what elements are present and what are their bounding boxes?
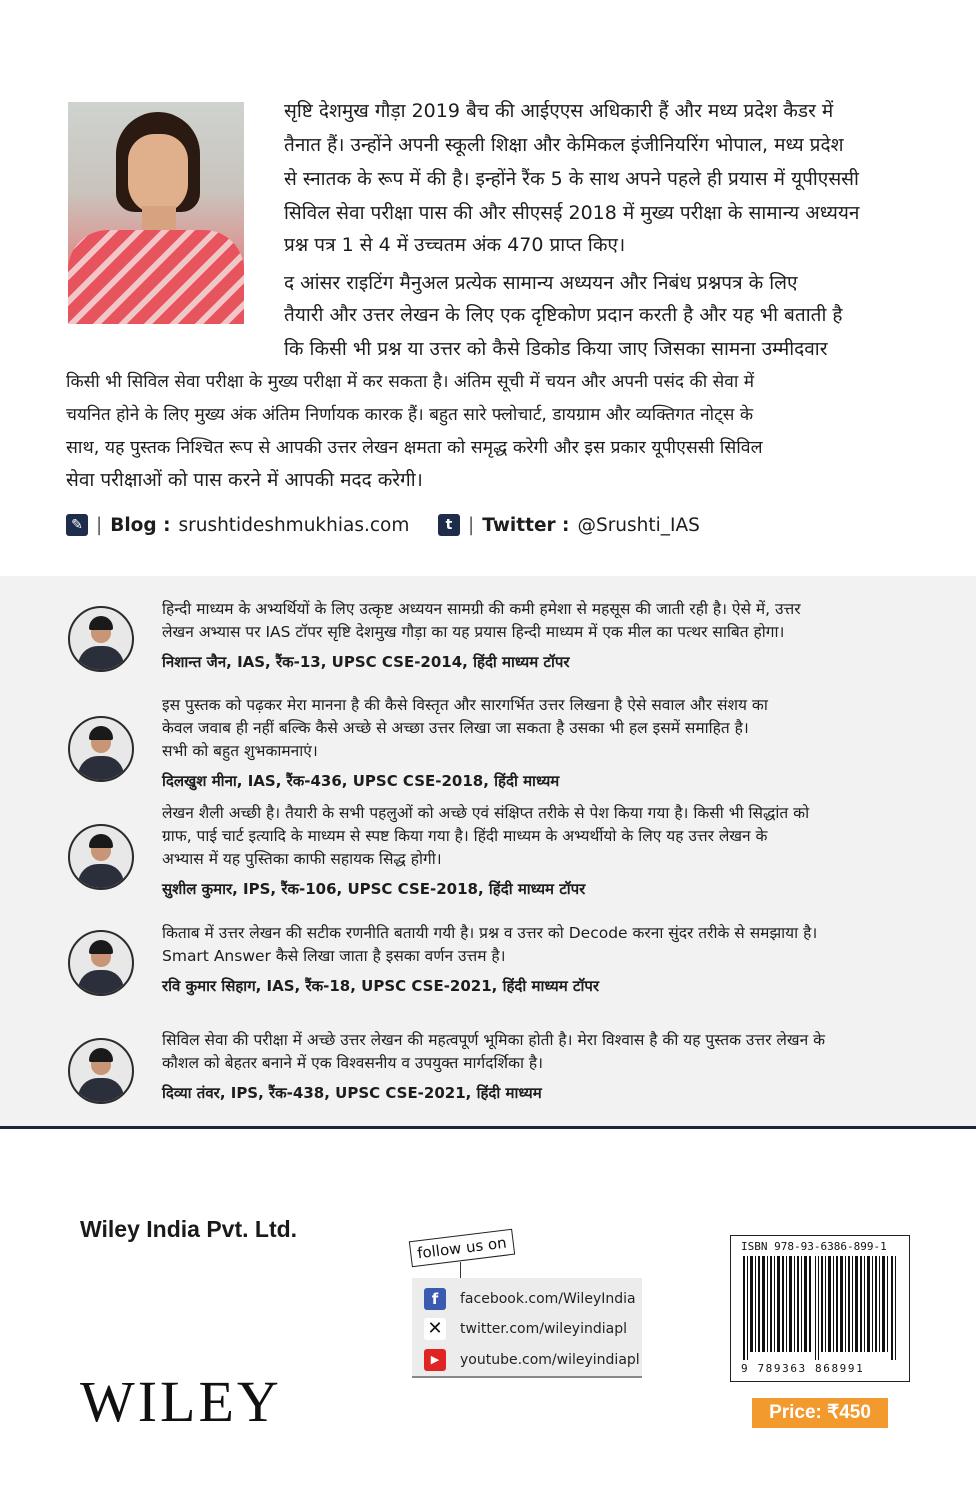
- separator: |: [468, 514, 475, 536]
- youtube-url: youtube.com/wileyindiapl: [460, 1352, 640, 1368]
- x-icon: ✕: [424, 1318, 446, 1340]
- isbn-barcode: [730, 1235, 910, 1382]
- reviewer-name: सुशील कुमार, IPS, रैंक-106, UPSC CSE-2018, हिंदी माध्यम टॉपर: [162, 880, 586, 898]
- price-tag: Price: ₹450: [752, 1398, 888, 1428]
- facebook-url: facebook.com/WileyIndia: [460, 1291, 636, 1307]
- testimonial-text: ग्राफ, पाई चार्ट इत्यादि के माध्यम से स्पष्ट किया गया है। हिंदी माध्यम के अभ्यर्थीयो के लिए यह उत्तर लेखन के: [162, 827, 768, 845]
- testimonial-text: इस पुस्तक को पढ़कर मेरा मानना है की कैसे विस्तृत और सारगर्भित उत्तर लिखना है ऐसे सवाल और संशय का: [162, 696, 768, 714]
- separator: |: [96, 514, 103, 536]
- twitter-handle: @Srushti_IAS: [577, 514, 700, 536]
- body-line: साथ, यह पुस्तक निश्चित रूप से आपकी उत्तर लेखन क्षमता को समृद्ध करेगी और इस प्रकार यूपीएससी सिविल: [66, 438, 763, 458]
- facebook-link[interactable]: [424, 1288, 636, 1310]
- testimonial-text: Smart Answer कैसे लिखा जाता है इसका वर्णन उत्तम है।: [162, 947, 506, 965]
- reviewer-name: दिव्या तंवर, IPS, रैंक-438, UPSC CSE-2021, हिंदी माध्यम: [162, 1084, 542, 1102]
- follow-links: [412, 1278, 642, 1378]
- edit-square-icon: ✎: [66, 514, 88, 536]
- barcode-bars: [741, 1256, 899, 1360]
- body-line: द आंसर राइटिंग मैनुअल प्रत्येक सामान्य अध्ययन और निबंध प्रश्नपत्र के लिए: [284, 272, 798, 294]
- publisher-name: Wiley India Pvt. Ltd.: [80, 1216, 298, 1242]
- testimonial-text: सिविल सेवा की परीक्षा में अच्छे उत्तर लेखन की महत्वपूर्ण भूमिका होती है। मेरा विश्वास है की यह पुस्तक उत्तर लेखन के: [162, 1031, 826, 1049]
- youtube-link[interactable]: [424, 1349, 640, 1371]
- testimonial-text: केवल जवाब ही नहीं बल्कि कैसे अच्छे से अच्छा उत्तर लिखा जा सकता है उसका भी हल इसमें समाहित है।: [162, 719, 749, 737]
- facebook-icon: f: [424, 1288, 446, 1310]
- testimonial-text: कौशल को बेहतर बनाने में एक विश्वसनीय व उपयुक्त मार्गदर्शिका है।: [162, 1054, 544, 1072]
- reviewer-name: दिलखुश मीना, IAS, रैंक-436, UPSC CSE-2018, हिंदी माध्यम: [162, 772, 560, 790]
- reviewer-name: रवि कुमार सिहाग, IAS, रैंक-18, UPSC CSE-2021, हिंदी माध्यम टॉपर: [162, 977, 599, 995]
- author-photo: [68, 102, 244, 324]
- barcode-digits: 9 789363 868991: [741, 1362, 865, 1375]
- bio-line: सिविल सेवा परीक्षा पास की और सीएसई 2018 में मुख्य परीक्षा के सामान्य अध्ययन: [284, 202, 860, 224]
- wiley-logo: WILEY: [80, 1369, 282, 1434]
- twitter-bird-icon: t: [438, 514, 460, 536]
- reviewer-avatar: [68, 930, 134, 996]
- author-section: [0, 0, 976, 575]
- bio-line: प्रश्न पत्र 1 से 4 में उच्चतम अंक 470 प्राप्त किए।: [284, 234, 626, 256]
- body-line: चयनित होने के लिए मुख्य अंक अंतिम निर्णायक कारक हैं। बहुत सारे फ्लोचार्ट, डायग्राम और व्यक्तिगत नोट्स के: [66, 405, 754, 425]
- testimonial-text: किताब में उत्तर लेखन की सटीक रणनीति बतायी गयी है। प्रश्न व उत्तर को Decode करना सुंदर तरीके से समझाया है।: [162, 924, 818, 942]
- testimonial-text: सभी को बहुत शुभकामनाएं।: [162, 742, 318, 760]
- blog-link[interactable]: [66, 514, 409, 536]
- body-line: किसी भी सिविल सेवा परीक्षा के मुख्य परीक्षा में कर सकता है। अंतिम सूची में चयन और अपनी पसंद की सेवा में: [66, 372, 755, 392]
- reviewer-avatar: [68, 606, 134, 672]
- body-line: कि किसी भी प्रश्न या उत्तर को कैसे डिकोड किया जाए जिसका सामना उम्मीदवार: [284, 338, 828, 360]
- testimonial-text: अभ्यास में यह पुस्तिका काफी सहायक सिद्ध होगी।: [162, 850, 442, 868]
- testimonials-section: [0, 576, 976, 1126]
- testimonial-text: लेखन शैली अच्छी है। तैयारी के सभी पहलुओं को अच्छे एवं संक्षिप्त तरीके से पेश किया गया है। किसी भी सिद्धांत को: [162, 804, 810, 822]
- isbn-label: ISBN 978-93-6386-899-1: [741, 1240, 887, 1253]
- blog-label: Blog :: [110, 514, 171, 536]
- youtube-icon: ▶: [424, 1349, 446, 1371]
- bio-line: से स्नातक के रूप में की है। इन्होंने रैंक 5 के साथ अपने पहले ही प्रयास में यूपीएससी: [284, 168, 859, 190]
- twitter-x-link[interactable]: [424, 1318, 627, 1340]
- bio-line: तैनात हैं। उन्होंने अपनी स्कूली शिक्षा और केमिकल इंजीनियरिंग भोपाल, मध्य प्रदेश: [284, 134, 844, 156]
- testimonial-text: हिन्दी माध्यम के अभ्यर्थियों के लिए उत्कृष्ट अध्ययन सामग्री की कमी हमेशा से महसूस की जाती रही है। ऐसे में, उत्तर: [162, 600, 801, 618]
- follow-us-tag: follow us on: [409, 1229, 515, 1267]
- reviewer-avatar: [68, 1038, 134, 1104]
- reviewer-avatar: [68, 716, 134, 782]
- twitter-url: twitter.com/wileyindiapl: [460, 1321, 627, 1337]
- testimonial-text: लेखन अभ्यास पर IAS टॉपर सृष्टि देशमुख गौड़ा का यह प्रयास हिन्दी माध्यम में एक मील का पत्थर साबित होगा।: [162, 623, 785, 641]
- reviewer-avatar: [68, 824, 134, 890]
- twitter-link[interactable]: [438, 514, 700, 536]
- bio-line: सृष्टि देशमुख गौड़ा 2019 बैच की आईएएस अधिकारी हैं और मध्य प्रदेश कैडर में: [284, 100, 834, 122]
- blog-url: srushtideshmukhias.com: [178, 514, 410, 536]
- twitter-label: Twitter :: [482, 514, 570, 536]
- body-line: तैयारी और उत्तर लेखन के लिए एक दृष्टिकोण प्रदान करती है और यह भी बताती है: [284, 304, 843, 326]
- section-divider: [0, 1126, 976, 1129]
- reviewer-name: निशान्त जैन, IAS, रैंक-13, UPSC CSE-2014, हिंदी माध्यम टॉपर: [162, 653, 570, 671]
- body-line: सेवा परीक्षाओं को पास करने में आपकी मदद करेगी।: [66, 469, 423, 491]
